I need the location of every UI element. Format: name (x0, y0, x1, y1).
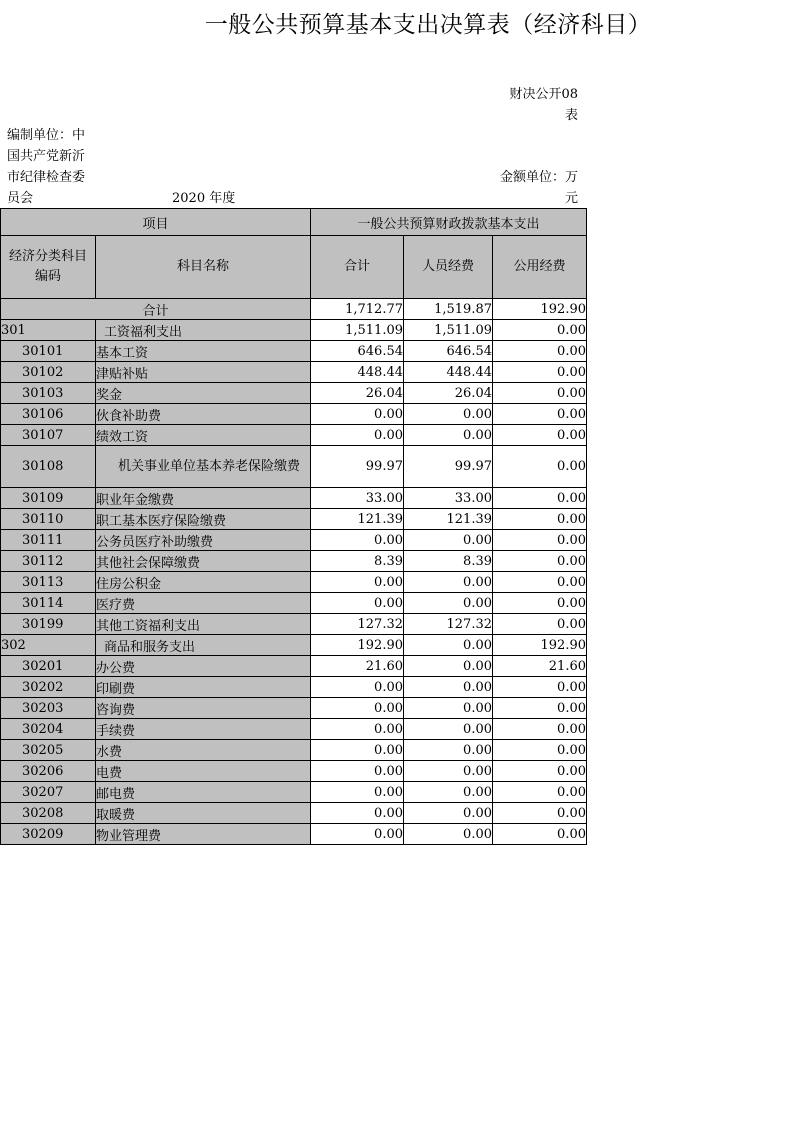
total-label: 合计 (1, 299, 311, 320)
row-code: 30107 (1, 425, 96, 446)
row-personnel: 0.00 (404, 530, 493, 551)
row-total: 192.90 (311, 635, 404, 656)
row-personnel: 121.39 (404, 509, 493, 530)
table-row (1, 509, 587, 530)
total-row (1, 299, 587, 320)
row-personnel: 0.00 (404, 761, 493, 782)
row-personnel: 0.00 (404, 425, 493, 446)
row-total: 0.00 (311, 425, 404, 446)
row-personnel: 0.00 (404, 677, 493, 698)
row-public: 0.00 (493, 383, 587, 404)
row-public: 0.00 (493, 362, 587, 383)
table-row (1, 446, 587, 488)
row-code: 30209 (1, 824, 96, 845)
row-personnel: 0.00 (404, 572, 493, 593)
row-personnel: 0.00 (404, 824, 493, 845)
row-total: 0.00 (311, 782, 404, 803)
compiling-unit-line-2: 国共产党新沂 (7, 149, 86, 164)
row-name: 办公费 (96, 656, 311, 677)
total-public: 192.90 (493, 299, 587, 320)
row-total: 127.32 (311, 614, 404, 635)
row-name: 住房公积金 (96, 572, 311, 593)
row-public: 0.00 (493, 551, 587, 572)
row-code: 30208 (1, 803, 96, 824)
row-code: 30103 (1, 383, 96, 404)
row-total: 121.39 (311, 509, 404, 530)
table-row (1, 698, 587, 719)
row-personnel: 33.00 (404, 488, 493, 509)
form-number-line-2: 表 (564, 108, 578, 123)
row-name: 绩效工资 (96, 425, 311, 446)
table-row (1, 488, 587, 509)
total-total: 1,712.77 (311, 299, 404, 320)
row-total: 0.00 (311, 593, 404, 614)
fiscal-year: 2020 年度 (172, 191, 236, 206)
row-public: 0.00 (493, 761, 587, 782)
row-public: 0.00 (493, 719, 587, 740)
row-public: 0.00 (493, 740, 587, 761)
row-personnel: 448.44 (404, 362, 493, 383)
table-row (1, 341, 587, 362)
row-public: 0.00 (493, 593, 587, 614)
header-code: 经济分类科目编码 (1, 236, 96, 299)
row-name: 职业年金缴费 (96, 488, 311, 509)
row-public: 0.00 (493, 572, 587, 593)
row-total: 0.00 (311, 404, 404, 425)
row-name: 机关事业单位基本养老保险缴费 (96, 446, 311, 488)
row-code: 30205 (1, 740, 96, 761)
row-code: 30108 (1, 446, 96, 488)
table-row (1, 635, 587, 656)
form-number (490, 84, 578, 126)
table-row (1, 551, 587, 572)
row-personnel: 0.00 (404, 782, 493, 803)
row-personnel: 0.00 (404, 656, 493, 677)
header-item: 项目 (1, 209, 311, 236)
row-code: 30106 (1, 404, 96, 425)
row-public: 0.00 (493, 404, 587, 425)
row-total: 0.00 (311, 719, 404, 740)
table-row (1, 404, 587, 425)
row-total: 99.97 (311, 446, 404, 488)
compiling-unit-line-3: 市纪律检查委 (7, 170, 86, 185)
row-name: 基本工资 (96, 341, 311, 362)
row-name: 工资福利支出 (96, 320, 311, 341)
row-public: 0.00 (493, 425, 587, 446)
table-row (1, 803, 587, 824)
row-code: 30206 (1, 761, 96, 782)
row-total: 0.00 (311, 824, 404, 845)
row-total: 646.54 (311, 341, 404, 362)
row-code: 30114 (1, 593, 96, 614)
row-name: 电费 (96, 761, 311, 782)
row-public: 0.00 (493, 782, 587, 803)
row-personnel: 0.00 (404, 803, 493, 824)
form-number-line-1: 财决公开08 (509, 87, 578, 102)
table-row (1, 719, 587, 740)
row-public: 0.00 (493, 698, 587, 719)
row-code: 302 (1, 635, 96, 656)
table-row (1, 593, 587, 614)
row-total: 26.04 (311, 383, 404, 404)
row-name: 咨询费 (96, 698, 311, 719)
table-row (1, 824, 587, 845)
compiling-unit-line-1: 编制单位：中 (7, 128, 86, 143)
row-name: 商品和服务支出 (96, 635, 311, 656)
table-row (1, 740, 587, 761)
table-row (1, 362, 587, 383)
row-name: 其他工资福利支出 (96, 614, 311, 635)
row-code: 30201 (1, 656, 96, 677)
header-group: 一般公共预算财政拨款基本支出 (311, 209, 587, 236)
row-total: 0.00 (311, 530, 404, 551)
row-name: 水费 (96, 740, 311, 761)
table-row (1, 656, 587, 677)
table-row (1, 530, 587, 551)
row-code: 30199 (1, 614, 96, 635)
row-public: 0.00 (493, 803, 587, 824)
row-code: 30203 (1, 698, 96, 719)
row-public: 0.00 (493, 509, 587, 530)
compiling-unit-line-4: 员会 (7, 191, 34, 206)
table-row (1, 383, 587, 404)
row-code: 30111 (1, 530, 96, 551)
row-code: 30204 (1, 719, 96, 740)
header-public: 公用经费 (493, 236, 587, 299)
row-personnel: 26.04 (404, 383, 493, 404)
row-public: 0.00 (493, 614, 587, 635)
table-row (1, 761, 587, 782)
table-row (1, 614, 587, 635)
table-row (1, 782, 587, 803)
row-personnel: 8.39 (404, 551, 493, 572)
table-row (1, 572, 587, 593)
row-personnel: 646.54 (404, 341, 493, 362)
total-personnel: 1,519.87 (404, 299, 493, 320)
row-total: 1,511.09 (311, 320, 404, 341)
row-name: 医疗费 (96, 593, 311, 614)
row-name: 伙食补助费 (96, 404, 311, 425)
header-row-1 (1, 209, 587, 236)
table-row (1, 677, 587, 698)
row-code: 30207 (1, 782, 96, 803)
row-public: 0.00 (493, 341, 587, 362)
row-public: 0.00 (493, 530, 587, 551)
row-total: 8.39 (311, 551, 404, 572)
row-personnel: 0.00 (404, 719, 493, 740)
row-public: 0.00 (493, 446, 587, 488)
row-total: 33.00 (311, 488, 404, 509)
row-code: 30202 (1, 677, 96, 698)
row-name: 津贴补贴 (96, 362, 311, 383)
row-total: 0.00 (311, 761, 404, 782)
row-name: 奖金 (96, 383, 311, 404)
table-row (1, 320, 587, 341)
header-personnel: 人员经费 (404, 236, 493, 299)
row-personnel: 99.97 (404, 446, 493, 488)
row-personnel: 1,511.09 (404, 320, 493, 341)
row-public: 0.00 (493, 488, 587, 509)
row-total: 0.00 (311, 677, 404, 698)
row-code: 30101 (1, 341, 96, 362)
row-code: 30113 (1, 572, 96, 593)
header-total: 合计 (311, 236, 404, 299)
row-personnel: 0.00 (404, 635, 493, 656)
row-name: 手续费 (96, 719, 311, 740)
row-name: 物业管理费 (96, 824, 311, 845)
row-total: 0.00 (311, 698, 404, 719)
row-name: 公务员医疗补助缴费 (96, 530, 311, 551)
row-total: 0.00 (311, 803, 404, 824)
table-row (1, 425, 587, 446)
row-name: 其他社会保障缴费 (96, 551, 311, 572)
row-code: 30102 (1, 362, 96, 383)
amount-unit (490, 167, 578, 209)
row-public: 0.00 (493, 824, 587, 845)
row-code: 301 (1, 320, 96, 341)
page-title: 一般公共预算基本支出决算表（经济科目） (204, 12, 652, 38)
header-name: 科目名称 (96, 236, 311, 299)
row-total: 448.44 (311, 362, 404, 383)
row-public: 0.00 (493, 320, 587, 341)
header-row-2 (1, 236, 587, 299)
row-code: 30112 (1, 551, 96, 572)
row-personnel: 0.00 (404, 740, 493, 761)
amount-unit-line-1: 金额单位：万 (499, 170, 578, 185)
compiling-unit (7, 125, 89, 209)
row-public: 192.90 (493, 635, 587, 656)
row-name: 邮电费 (96, 782, 311, 803)
row-code: 30109 (1, 488, 96, 509)
row-personnel: 0.00 (404, 404, 493, 425)
row-code: 30110 (1, 509, 96, 530)
row-public: 21.60 (493, 656, 587, 677)
row-name: 职工基本医疗保险缴费 (96, 509, 311, 530)
row-total: 0.00 (311, 740, 404, 761)
row-personnel: 0.00 (404, 698, 493, 719)
amount-unit-line-2: 元 (564, 191, 578, 206)
row-personnel: 127.32 (404, 614, 493, 635)
row-total: 21.60 (311, 656, 404, 677)
row-name: 印刷费 (96, 677, 311, 698)
row-personnel: 0.00 (404, 593, 493, 614)
row-public: 0.00 (493, 677, 587, 698)
row-total: 0.00 (311, 572, 404, 593)
row-name: 取暖费 (96, 803, 311, 824)
expenditure-table (0, 208, 587, 845)
